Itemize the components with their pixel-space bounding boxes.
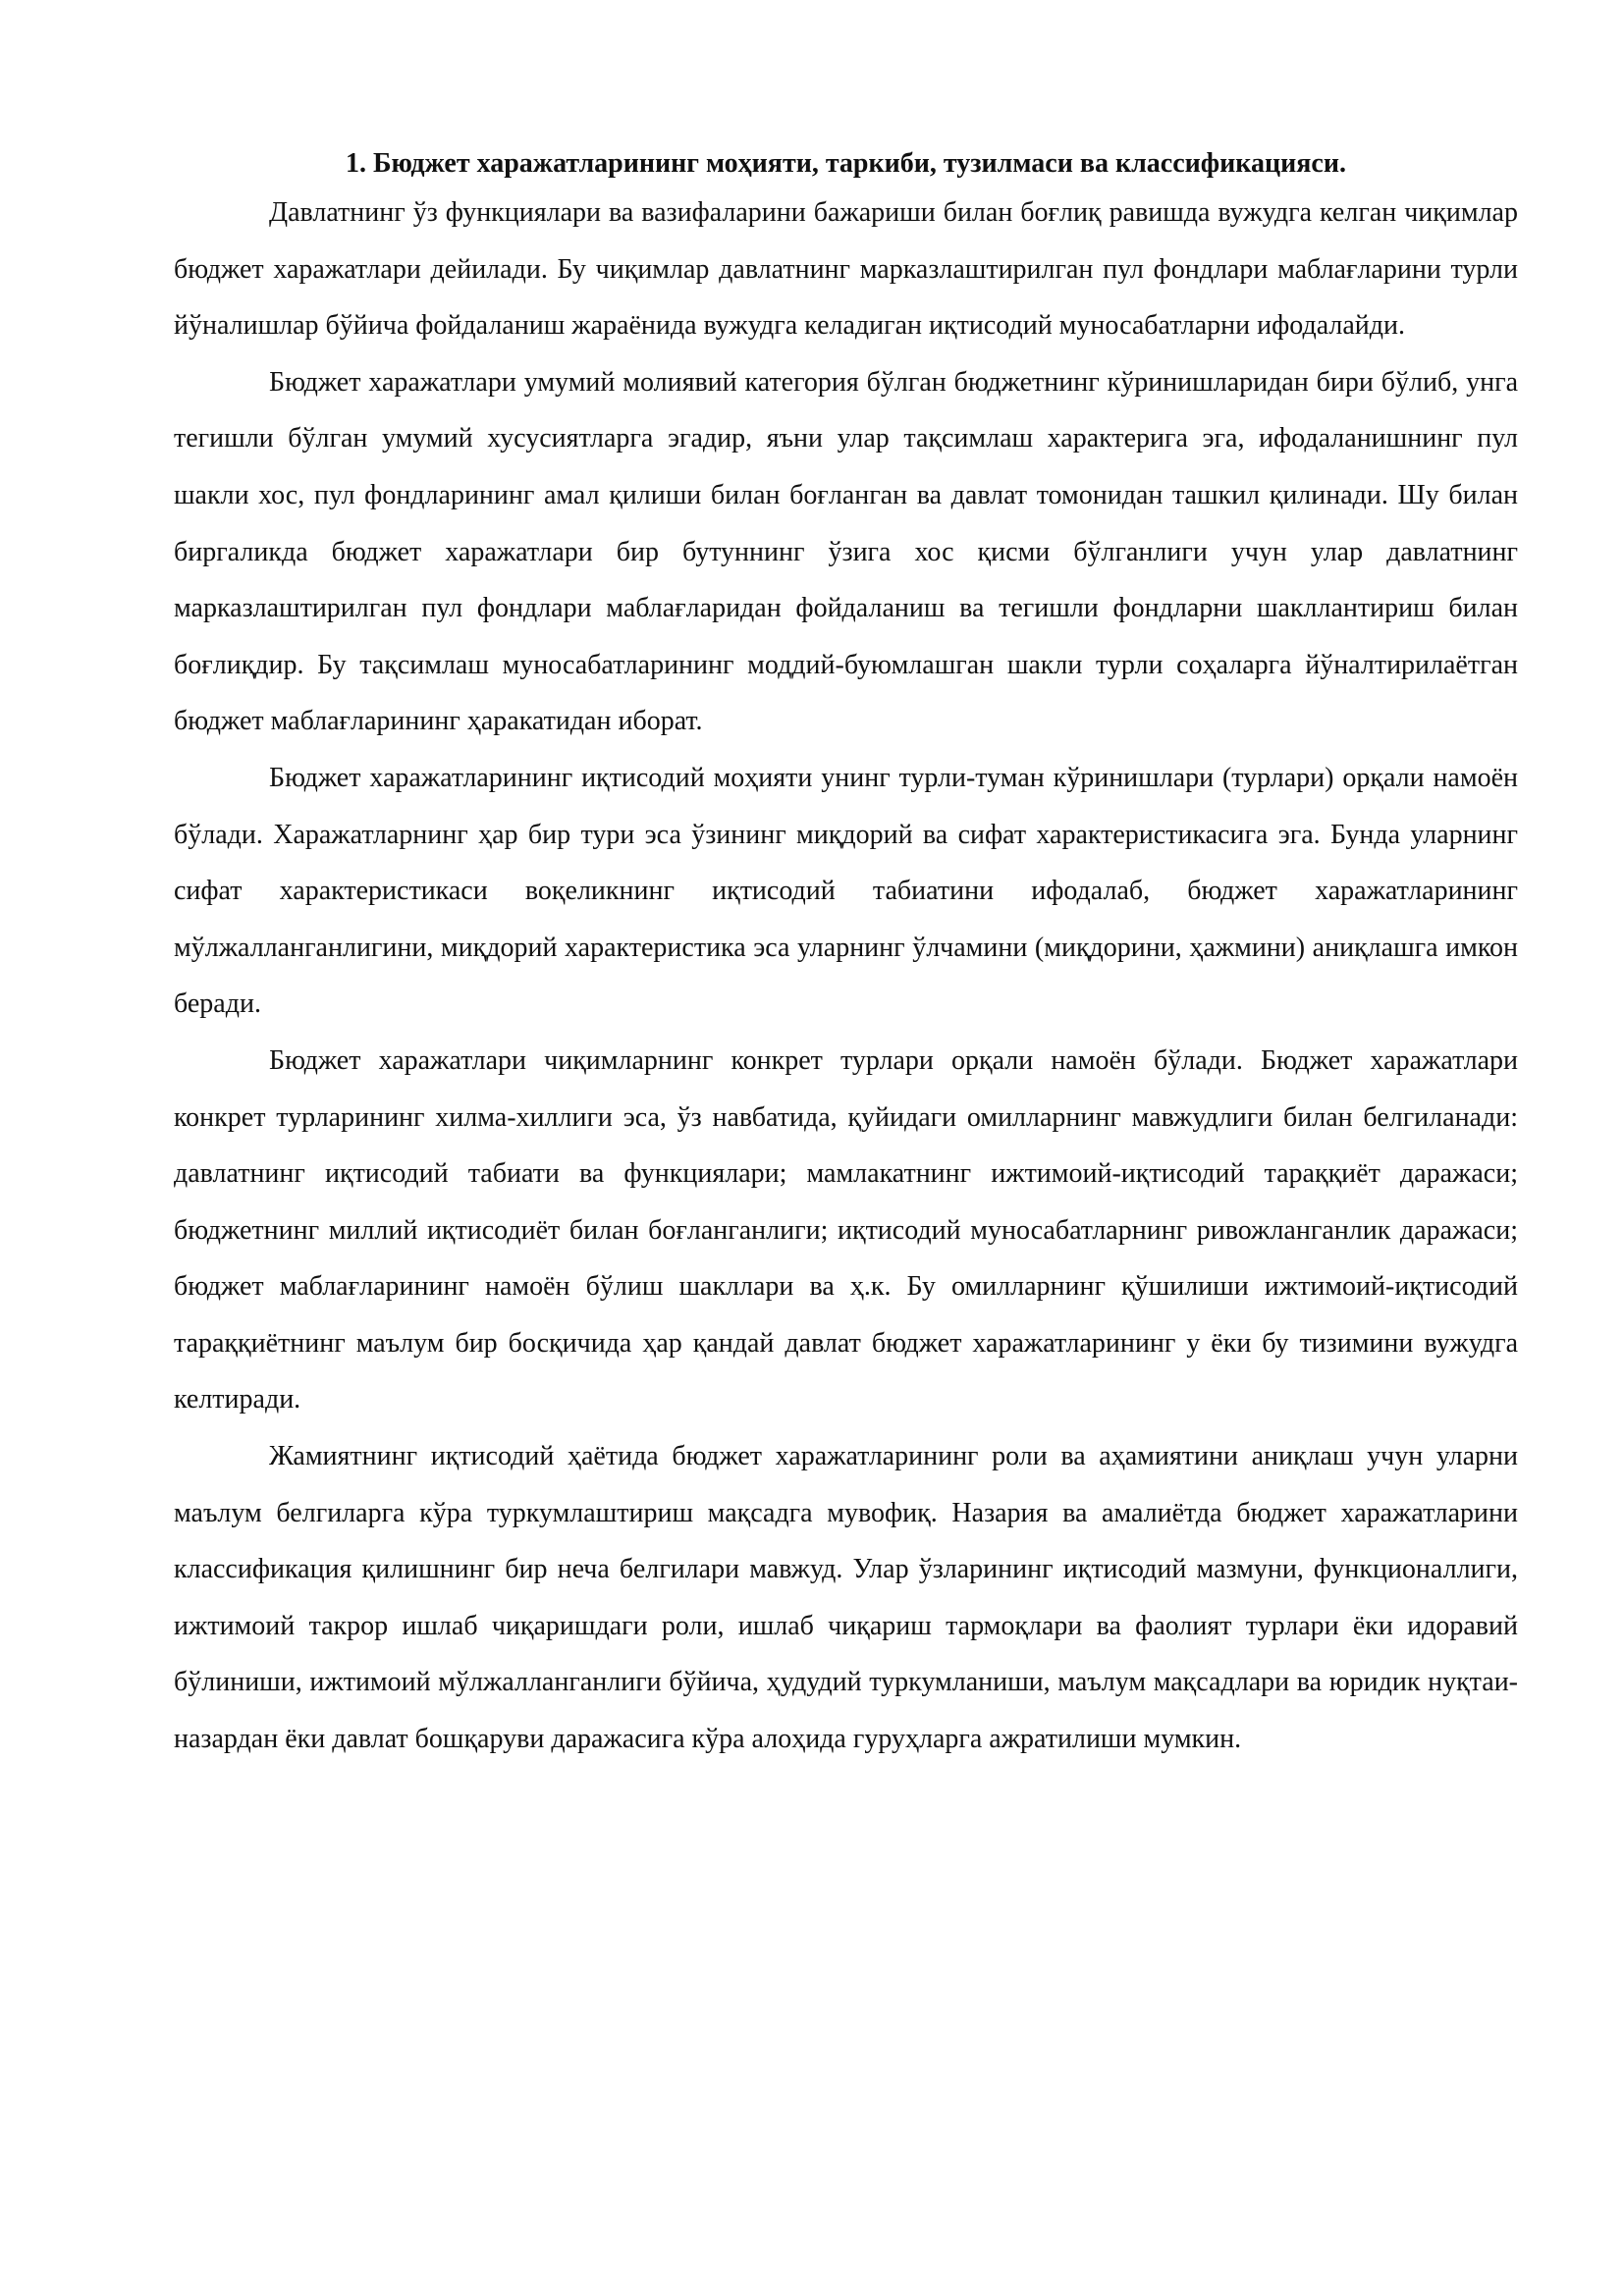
paragraph: Давлатнинг ўз функциялари ва вазифаларини бажариши билан боғлиқ равишда вужудга келган чиқимлар бюджет харажатлари дейилади. Бу чиқимлар давлатнинг марказлаштирилган пул фондлари маблағларини турли йўналишлар бўйича фойдаланиш жараёнида вужудга келадиган иқтисодий муносабатларни ифодалайди. bbox=[174, 197, 1518, 342]
paragraph: Жамиятнинг иқтисодий ҳаётида бюджет харажатларининг роли ва аҳамиятини аниқлаш учун уларни маълум белгиларга кўра туркумлаштириш мақсадга мувофиқ. Назария ва амалиётда бюджет харажатларини классификация қилишнинг бир неча белгилари мавжуд. Улар ўзларининг иқтисодий мазмуни, функционаллиги, ижтимоий такрор ишлаб чиқаришдаги роли, ишлаб чиқариш тармоқлари ва фаолият турлари ёки идоравий бўлиниши, ижтимоий мўлжалланганлиги бўйича, ҳудудий туркумланиши, маълум мақсадлари ва юридик нуқтаи-назардан ёки давлат бошқаруви даражасига кўра алоҳида гуруҳларга ажратилиши мумкин. bbox=[174, 1441, 1518, 1755]
paragraph: Бюджет харажатлари чиқимларнинг конкрет турлари орқали намоён бўлади. Бюджет харажатлари конкрет турларининг хилма-хиллиги эса, ўз навбатида, қуйидаги омилларнинг мавжудлиги билан белгиланади: давлатнинг иқтисодий табиати ва функциялари; мамлакатнинг ижтимоий-иқтисодий тараққиёт даражаси; бюджетнинг миллий иқтисодиёт билан боғланганлиги; иқтисодий муносабатларнинг ривожланганлик даражаси; бюджет маблағларининг намоён бўлиш шакллари ва ҳ.к. Бу омилларнинг қўшилиши ижтимоий-иқтисодий тараққиётнинг маълум бир босқичида ҳар қандай давлат бюджет харажатларининг у ёки бу тизимини вужудга келтиради. bbox=[174, 1044, 1518, 1415]
paragraph: Бюджет харажатларининг иқтисодий моҳияти унинг турли-туман кўринишлари (турлари) орқали намоён бўлади. Харажатларнинг ҳар бир тури эса ўзининг миқдорий ва сифат характеристикасига эга. Бунда уларнинг сифат характеристикаси воқеликнинг иқтисодий табиатини ифодалаб, бюджет харажатларининг мўлжалланганлигини, миқдорий характеристика эса уларнинг ўлчамини (миқдорини, ҳажмини) аниқлашга имкон беради. bbox=[174, 762, 1518, 1020]
paragraph: Бюджет харажатлари умумий молиявий категория бўлган бюджетнинг кўринишларидан бири бўлиб, унга тегишли бўлган умумий хусусиятларга эгадир, яъни улар тақсимлаш характерига эга, ифодаланишнинг пул шакли хос, пул фондларининг амал қилиши билан боғланган ва давлат томонидан ташкил қилинади. Шу билан биргаликда бюджет харажатлари бир бутуннинг ўзига хос қисми бўлганлиги учун улар давлатнинг марказлаштирилган пул фондлари маблағларидан фойдаланиш ва тегишли фондларни шакллантириш билан боғлиқдир. Бу тақсимлаш муносабатларининг моддий-буюмлашган шакли турли соҳаларга йўналтирилаётган бюджет маблағларининг ҳаракатидан иборат. bbox=[174, 366, 1518, 737]
section-heading: 1. Бюджет харажатларининг моҳияти, таркиби, тузилмаси ва классификацияси. bbox=[346, 148, 1346, 179]
document-body bbox=[174, 142, 1518, 1768]
